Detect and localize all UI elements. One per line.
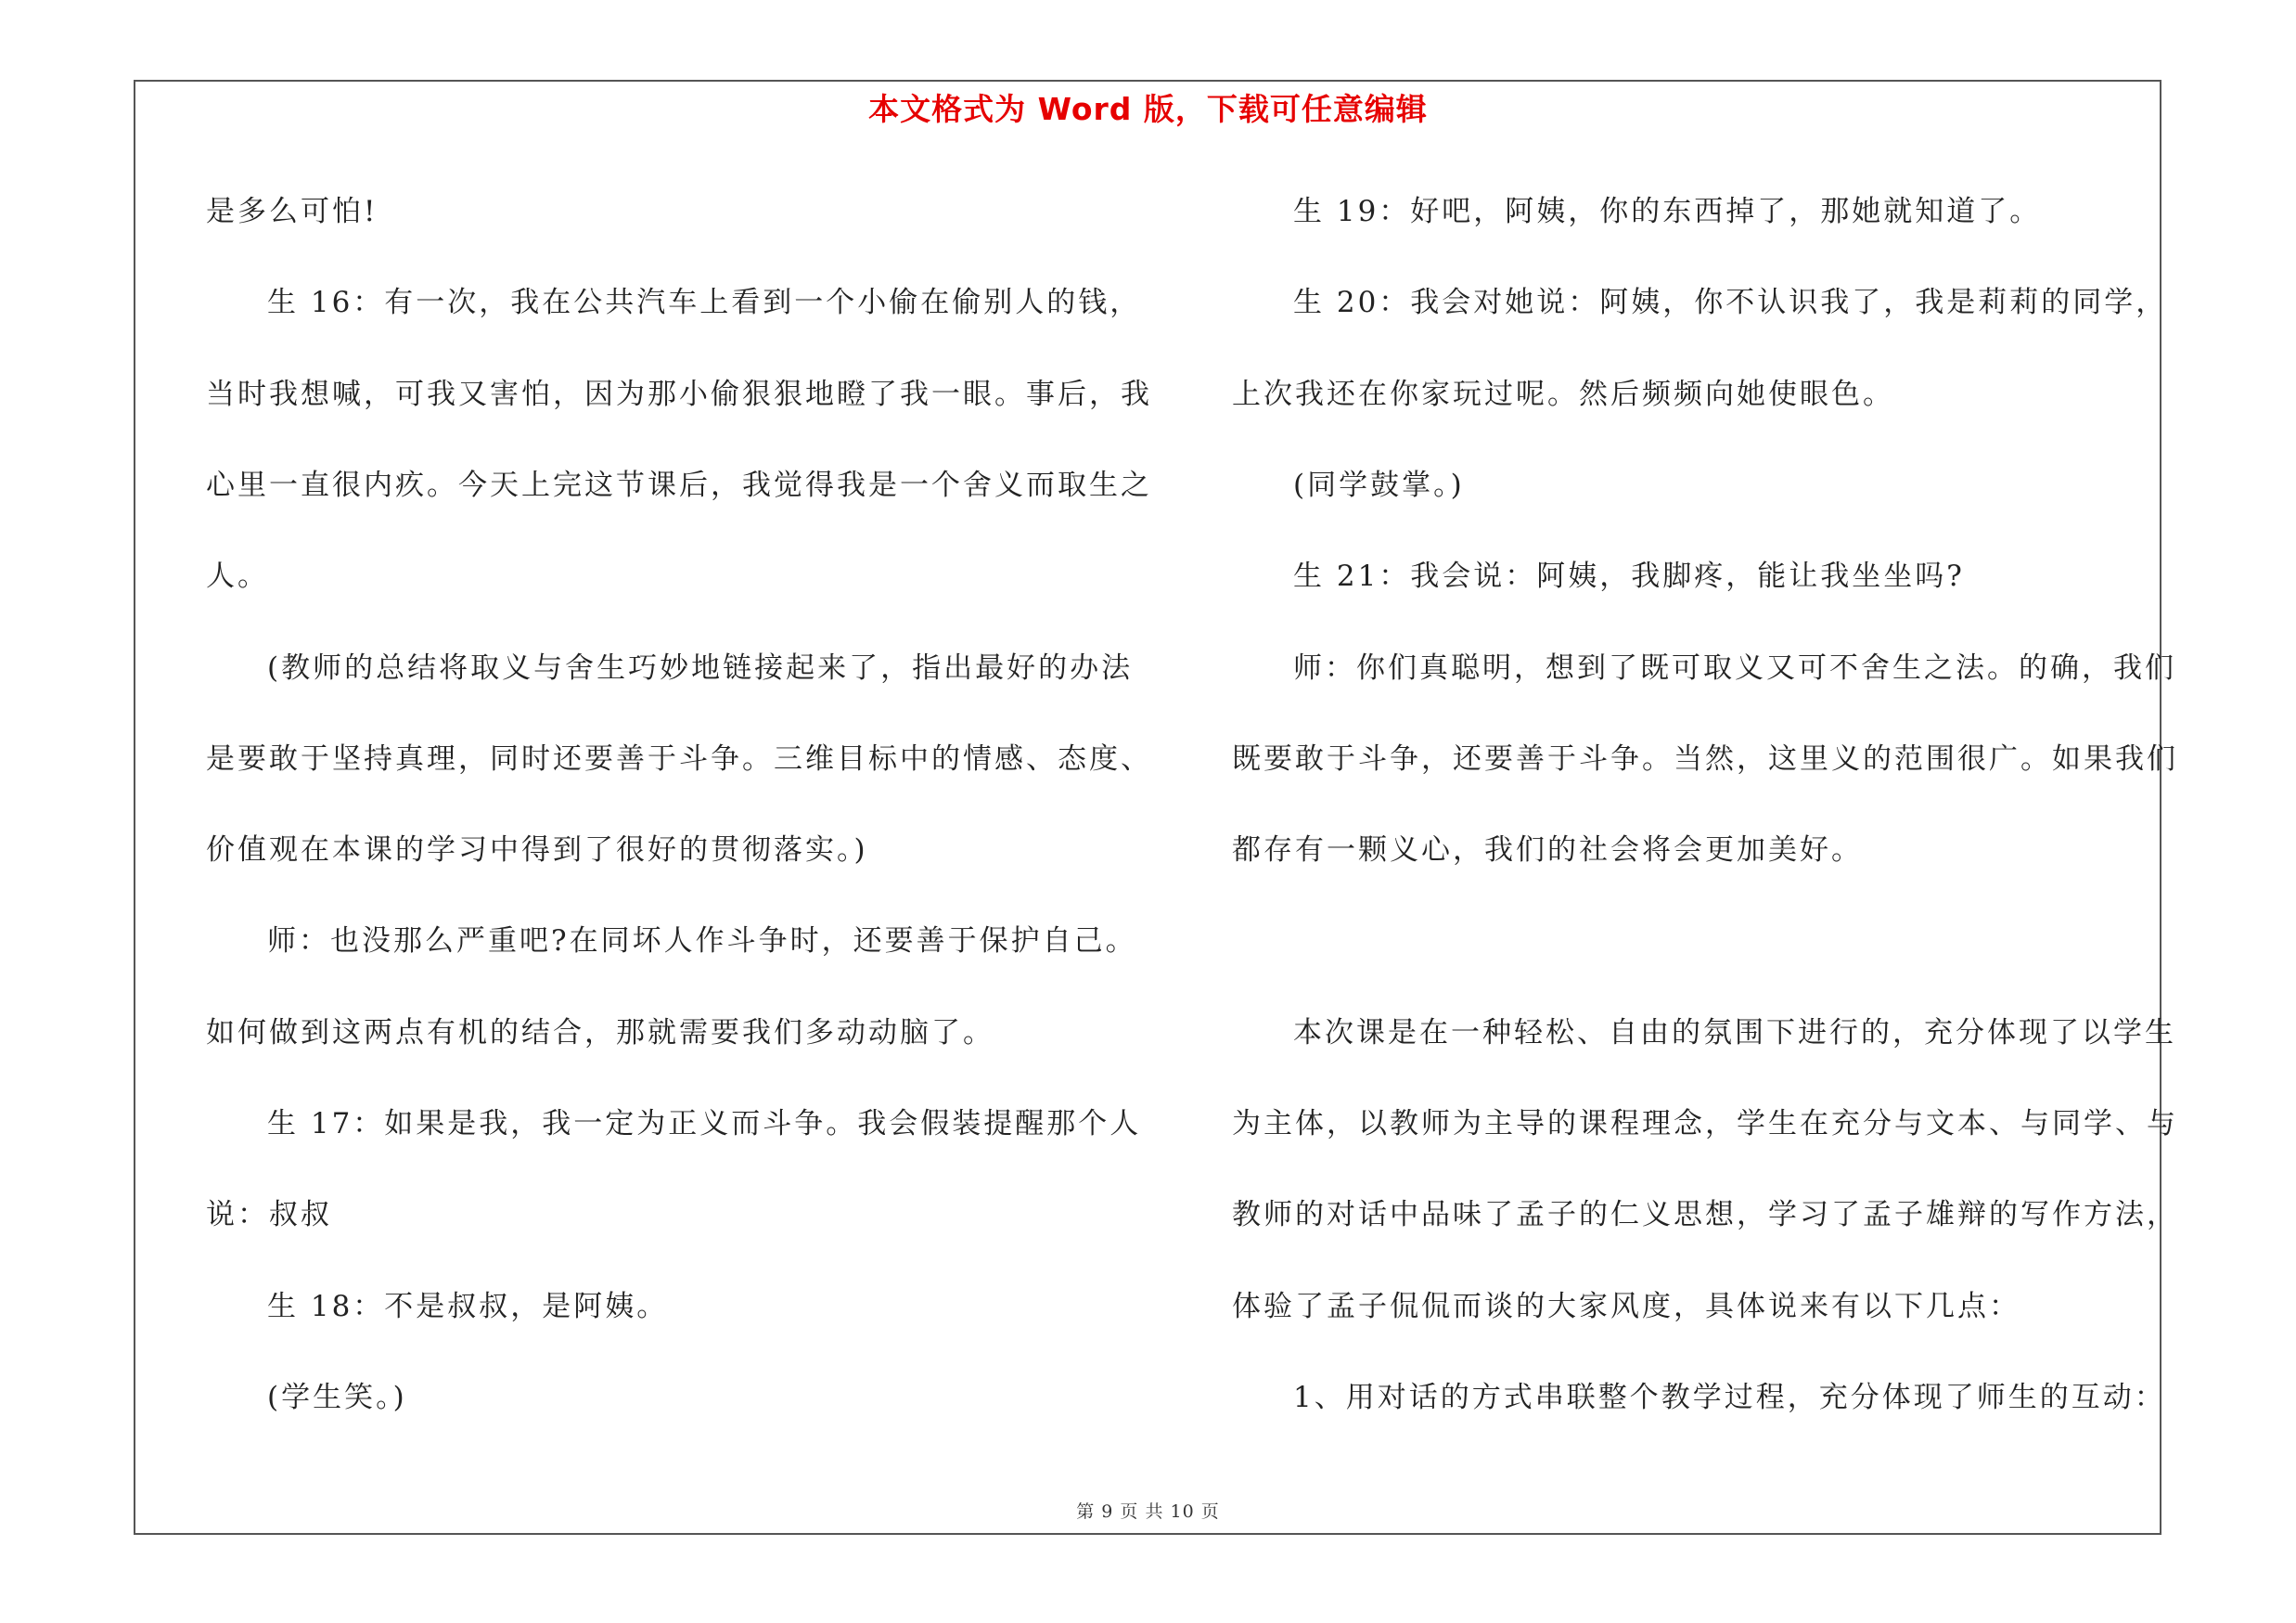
text-line: 生 18：不是叔叔，是阿姨。 [267,1290,669,1323]
text-line: 都存有一颗义心，我们的社会将会更加美好。 [1232,833,1863,867]
text-line: 是要敢于坚持真理，同时还要善于斗争。三维目标中的情感、态度、 [206,742,1152,776]
text-line: (学生笑。) [267,1381,407,1414]
text-line: 价值观在本课的学习中得到了很好的贯彻落实。) [206,833,868,867]
text-line: 生 16：有一次，我在公共汽车上看到一个小偷在偷别人的钱， [267,286,1142,319]
page-number-footer: 第 9 页 共 10 页 [1076,1501,1220,1522]
text-line: 说：叔叔 [206,1198,332,1231]
text-line: 既要敢于斗争，还要善于斗争。当然，这里义的范围很广。如果我们 [1232,742,2178,776]
text-line: 上次我还在你家玩过呢。然后频频向她使眼色。 [1232,378,1894,411]
text-line: (同学鼓掌。) [1293,469,1465,502]
text-line: 心里一直很内疚。今天上完这节课后，我觉得我是一个舍义而取生之 [206,469,1152,502]
text-line: 1、用对话的方式串联整个教学过程，充分体现了师生的互动： [1293,1381,2166,1414]
text-line: 如何做到这两点有机的结合，那就需要我们多动动脑了。 [206,1016,994,1050]
text-line: (教师的总结将取义与舍生巧妙地链接起来了，指出最好的办法 [267,651,1134,685]
text-line: 师：你们真聪明，想到了既可取义又可不舍生之法。的确，我们 [1293,651,2176,685]
text-line: 师：也没那么严重吧?在同坏人作斗争时，还要善于保护自己。 [267,924,1137,958]
text-line: 教师的对话中品味了孟子的仁义思想，学习了孟子雄辩的写作方法， [1232,1198,2178,1231]
text-line: 人。 [206,560,269,593]
text-line: 为主体，以教师为主导的课程理念，学生在充分与文本、与同学、与 [1232,1107,2178,1140]
word-format-banner: 本文格式为 Word 版，下载可任意编辑 [868,91,1428,127]
text-line: 生 19：好吧，阿姨，你的东西掉了，那她就知道了。 [1293,195,2042,228]
text-line: 生 21：我会说：阿姨，我脚疼，能让我坐坐吗? [1293,560,1965,593]
text-line: 本次课是在一种轻松、自由的氛围下进行的，充分体现了以学生 [1293,1016,2176,1050]
text-line: 是多么可怕! [206,195,378,228]
text-line: 体验了孟子侃侃而谈的大家风度，具体说来有以下几点： [1232,1290,2020,1323]
text-line: 生 20：我会对她说：阿姨，你不认识我了，我是莉莉的同学， [1293,286,2168,319]
text-line: 生 17：如果是我，我一定为正义而斗争。我会假装提醒那个人 [267,1107,1142,1140]
text-line: 当时我想喊，可我又害怕，因为那小偷狠狠地瞪了我一眼。事后，我 [206,378,1152,411]
